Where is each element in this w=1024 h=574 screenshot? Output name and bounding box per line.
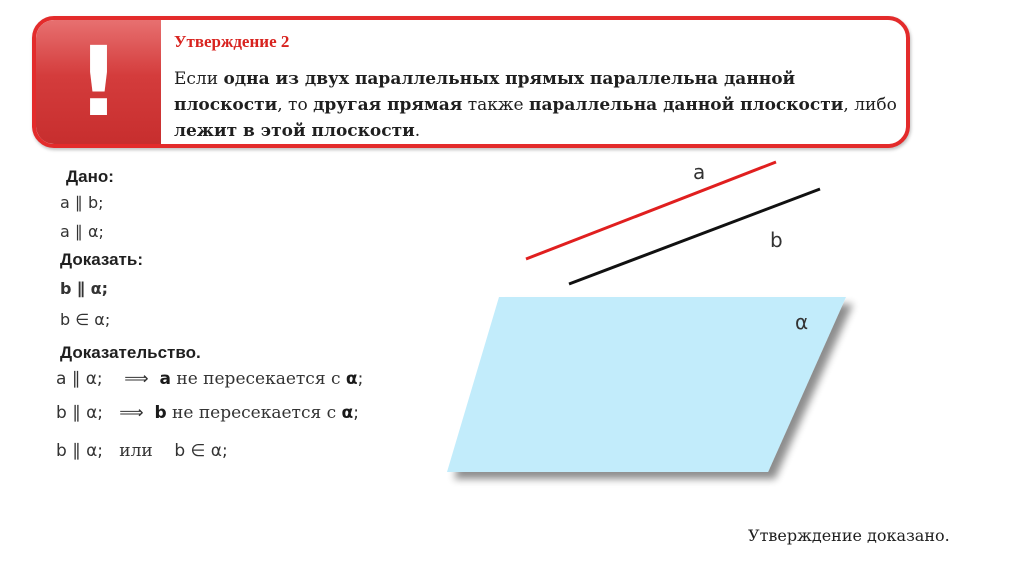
proof-or: или <box>119 441 153 461</box>
proof-symbol: α <box>345 369 358 389</box>
prove-item: b ∥ α; <box>60 279 108 298</box>
proof-variable: b <box>154 403 167 423</box>
statement-part: . <box>414 121 421 141</box>
statement-part-bold: одна из двух параллельных прямых параллельна данной плоскости <box>174 69 796 115</box>
proof-premise: a ∥ α; <box>56 369 103 389</box>
line-a <box>526 162 776 259</box>
line-b-label: b <box>770 228 783 252</box>
proof-premise: b ∥ α; <box>56 403 104 423</box>
proof-option: b ∥ α; <box>56 441 104 461</box>
proof-text: не пересекается с <box>170 369 346 389</box>
exclamation-glyph: ! <box>76 26 121 138</box>
proof-end: ; <box>357 369 364 389</box>
statement-part: также <box>462 95 530 115</box>
plane-alpha <box>447 297 846 472</box>
proof-heading: Доказательство. <box>60 343 201 362</box>
plane-alpha-label: α <box>795 310 809 334</box>
given-item: a ∥ b; <box>60 193 104 212</box>
line-a-label: a <box>693 160 706 184</box>
proof-variable: a <box>159 369 171 389</box>
proof-text: не пересекается с <box>166 403 342 423</box>
statement-title: Утверждение 2 <box>174 32 290 51</box>
implies-arrow-icon: ⟹ <box>119 403 144 423</box>
proof-option: b ∈ α; <box>174 441 228 461</box>
prove-heading: Доказать: <box>60 250 143 269</box>
statement-part: , то <box>277 95 314 115</box>
implies-arrow-icon: ⟹ <box>124 369 149 389</box>
proof-symbol: α <box>341 403 354 423</box>
statement-part-bold: лежит в этой плоскости <box>174 121 415 141</box>
given-heading: Дано: <box>66 167 114 186</box>
prove-item: b ∈ α; <box>60 310 111 329</box>
statement-part: , либо <box>843 95 897 115</box>
statement-part-bold: параллельна данной плоскости <box>529 95 844 115</box>
statement-part-bold: другая прямая <box>313 95 463 115</box>
statement-part: Если <box>174 69 224 89</box>
conclusion-text: Утверждение доказано. <box>748 526 950 545</box>
given-item: a ∥ α; <box>60 222 104 241</box>
proof-end: ; <box>353 403 359 423</box>
